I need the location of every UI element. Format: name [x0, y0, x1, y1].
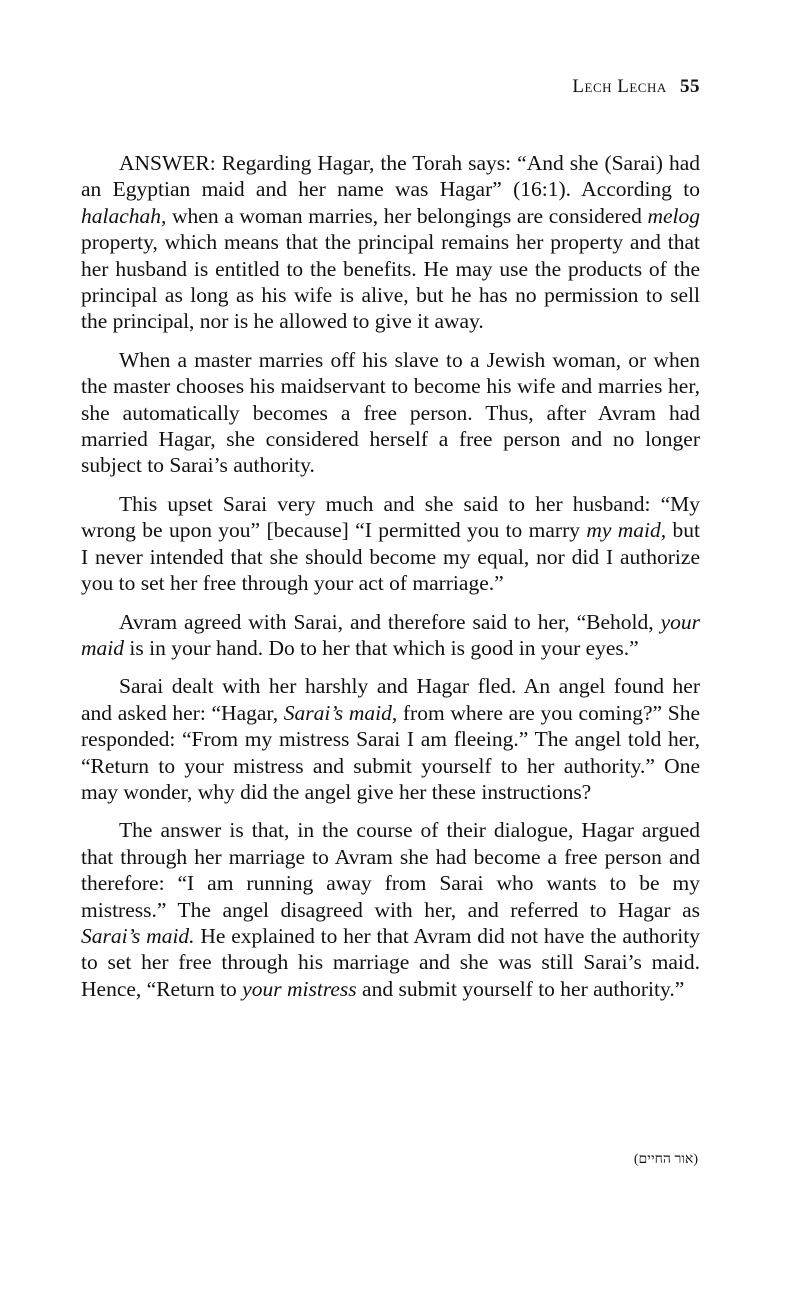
- page-number: 55: [680, 76, 700, 97]
- running-header: [572, 76, 700, 98]
- term-melog: melog: [647, 203, 700, 228]
- paragraph-answer: ANSWER: Regarding Hagar, the Torah says: “And she (Sarai) had an Egyptian maid and her name was Hagar” (16:1). According to halachah, when a woman marries, her belongings are considered melog property, which means that the principal remains her property and that her husband is entitled to the benefits. He may use the products of the principal as long as his wife is alive, but he has no permission to sell the principal, nor is he allowed to give it away.: [81, 151, 700, 334]
- source-citation: (אור החיים): [633, 1152, 698, 1167]
- paragraph-hagar-fled: Sarai dealt with her harshly and Hagar fled. An angel found her and asked her: “Hagar, Sarai’s maid, from where are you coming?” She responded: “From my mistress Sarai I am fleeing.” The angel told her, “Return to your mistress and submit yourself to her authority.” One may wonder, why did the angel give her these instructions?: [81, 674, 700, 804]
- chapter-title: Lech Lecha: [572, 76, 667, 97]
- body-text: [81, 150, 700, 1014]
- paragraph-sarai-upset: This upset Sarai very much and she said to her husband: “My wrong be upon you” [because] “I permitted you to marry my maid, but I never intended that she should become my equal, nor did I authorize you to set her free through your act of marriage.”: [81, 491, 701, 596]
- paragraph-the-answer: The answer is that, in the course of their dialogue, Hagar argued that through her marriage to Avram she had become a free person and therefore: “I am running away from Sarai who wants to be my mistress.” The angel disagreed with her, and referred to Hagar as Sarai’s maid. He explained to her that Avram did not have the authority to set her free through his marriage and she was still Sarai’s maid. Hence, “Return to your mistress and submit yourself to her authority.”: [81, 818, 700, 1001]
- paragraph-master-slave: When a master marries off his slave to a Jewish woman, or when the master chooses his maidservant to become his wife and marries her, she automatically becomes a free person. Thus, after Avram had married Hagar, she considered herself a free person and no longer subject to Sarai’s authority.: [81, 347, 700, 478]
- paragraph-avram-agreed: Avram agreed with Sarai, and therefore said to her, “Behold, your maid is in your hand. Do to her that which is good in your eyes.”: [81, 609, 700, 660]
- term-halachah: halachah,: [81, 203, 167, 228]
